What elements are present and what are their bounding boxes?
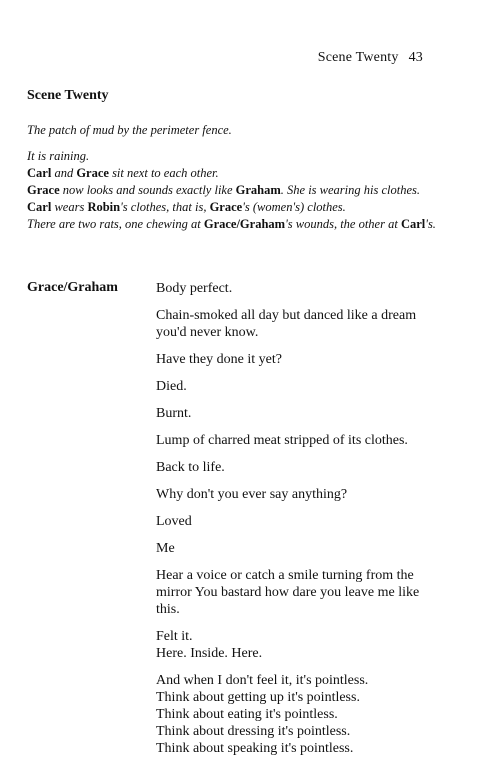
page-number: 43 bbox=[408, 50, 423, 65]
character-name: Grace bbox=[209, 200, 243, 214]
dialogue-line bbox=[156, 540, 431, 557]
stage-direction-rats bbox=[27, 216, 447, 233]
stage-direction-seating bbox=[27, 165, 447, 182]
dialogue-line bbox=[156, 486, 431, 503]
dialogue-text: Think about getting up it's pointless. bbox=[156, 690, 360, 705]
stage-direction-rain: It is raining. bbox=[27, 149, 90, 163]
scene-title: Scene Twenty bbox=[27, 88, 109, 103]
dialogue-text: Hear a voice or catch a smile turning from the mirror You bastard how dare you leave me like this. bbox=[156, 568, 420, 617]
stage-direction-grace bbox=[27, 182, 447, 199]
dialogue-text: Chain-smoked all day but danced like a dream you'd never know. bbox=[156, 308, 417, 340]
direction-text: 's (women's) clothes. bbox=[242, 200, 346, 214]
direction-text: 's wounds, the other at bbox=[285, 217, 401, 231]
dialogue-text: Think about dressing it's pointless. bbox=[156, 724, 351, 739]
dialogue-line bbox=[156, 432, 431, 449]
dialogue-text: Burnt. bbox=[156, 406, 192, 421]
dialogue-line bbox=[156, 513, 431, 530]
dialogue-line bbox=[156, 672, 431, 757]
dialogue-text: Loved bbox=[156, 514, 192, 529]
direction-text: . She is wearing his clothes. bbox=[280, 183, 421, 197]
character-name: Carl bbox=[27, 166, 52, 180]
dialogue-line bbox=[156, 351, 431, 368]
dialogue-text: Lump of charred meat stripped of its clothes. bbox=[156, 433, 408, 448]
character-name: Grace bbox=[27, 183, 60, 197]
dialogue-text: Have they done it yet? bbox=[156, 352, 282, 367]
dialogue-line bbox=[156, 307, 431, 341]
dialogue-line bbox=[156, 459, 431, 476]
setting-direction: The patch of mud by the perimeter fence. bbox=[27, 123, 232, 137]
dialogue-text: Body perfect. bbox=[156, 281, 233, 296]
dialogue-line bbox=[156, 628, 431, 662]
character-name: Grace/Graham bbox=[203, 217, 286, 231]
dialogue-line bbox=[156, 567, 431, 618]
dialogue-text: Think about eating it's pointless. bbox=[156, 707, 338, 722]
stage-direction-carl bbox=[27, 199, 447, 216]
character-name: Graham bbox=[235, 183, 281, 197]
dialogue-text: Back to life. bbox=[156, 460, 225, 475]
dialogue-text: Why don't you ever say anything? bbox=[156, 487, 348, 502]
direction-text: 's clothes, that is, bbox=[120, 200, 210, 214]
direction-text: sit next to each other. bbox=[108, 166, 219, 180]
dialogue-line bbox=[156, 405, 431, 422]
direction-text: There are two rats, one chewing at bbox=[27, 217, 204, 231]
character-name: Carl bbox=[400, 217, 426, 231]
dialogue-text: Died. bbox=[156, 379, 187, 394]
running-title: Scene Twenty bbox=[317, 50, 399, 65]
direction-text: wears bbox=[51, 200, 88, 214]
dialogue-text: Felt it. bbox=[156, 629, 193, 644]
dialogue-text: And when I don't feel it, it's pointless. bbox=[156, 673, 369, 688]
direction-text: and bbox=[51, 166, 77, 180]
character-name: Grace bbox=[76, 166, 109, 180]
direction-text: 's. bbox=[425, 217, 436, 231]
character-name: Carl bbox=[27, 200, 52, 214]
dialogue-line bbox=[156, 280, 431, 297]
dialogue-text: Think about speaking it's pointless. bbox=[156, 741, 354, 756]
dialogue-lines bbox=[156, 280, 431, 767]
speaker-name: Grace/Graham bbox=[27, 280, 118, 295]
running-head bbox=[318, 50, 423, 66]
dialogue-text: Here. Inside. Here. bbox=[156, 646, 263, 661]
direction-text: now looks and sounds exactly like bbox=[59, 183, 236, 197]
stage-direction-block bbox=[27, 148, 447, 233]
dialogue-line bbox=[156, 378, 431, 395]
character-name: Robin bbox=[87, 200, 121, 214]
dialogue-text: Me bbox=[156, 541, 175, 556]
